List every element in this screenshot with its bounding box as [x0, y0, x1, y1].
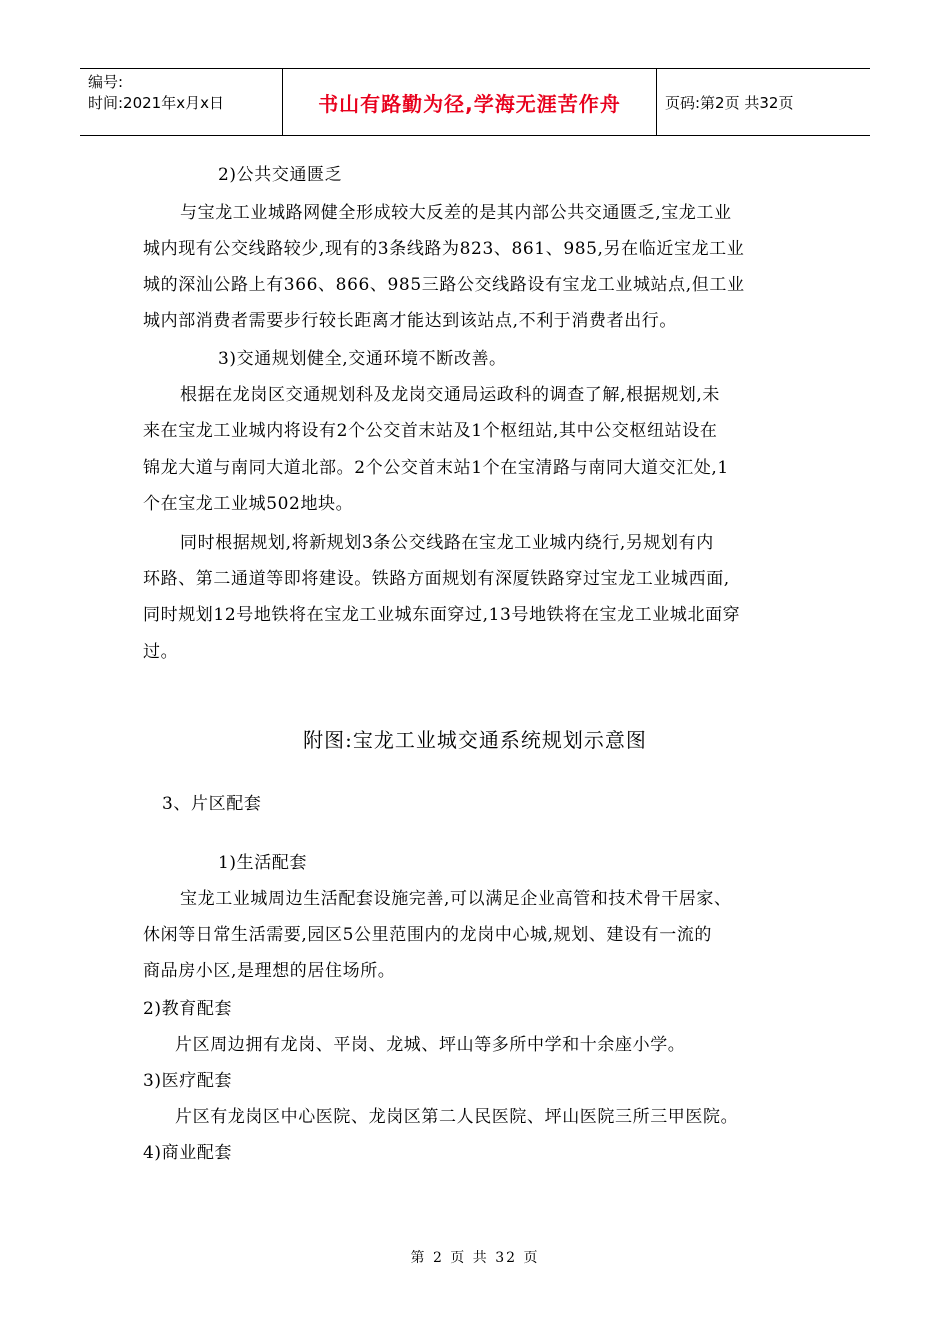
paragraph-line: 宝龙工业城周边生活配套设施完善,可以满足企业高管和技术骨干居家、: [180, 889, 732, 909]
paragraph-line: 片区周边拥有龙岗、平岗、龙城、坪山等多所中学和十余座小学。: [175, 1035, 686, 1055]
paragraph-line: 同时根据规划,将新规划3条公交线路在宝龙工业城内绕行,另规划有内: [180, 533, 714, 553]
paragraph-line: 与宝龙工业城路网健全形成较大反差的是其内部公共交通匮乏,宝龙工业: [180, 203, 732, 223]
subsection-title-medical: 3)医疗配套: [143, 1071, 233, 1091]
paragraph-line: 商品房小区,是理想的居住场所。: [143, 961, 396, 981]
paragraph-line: 根据在龙岗区交通规划科及龙岗交通局运政科的调查了解,根据规划,未: [180, 385, 721, 405]
paragraph-line: 城内部消费者需要步行较长距离才能达到该站点,不利于消费者出行。: [143, 311, 678, 331]
paragraph-line: 过。: [143, 642, 179, 662]
header-meta: [80, 69, 282, 135]
subsection-title-living: 1)生活配套: [218, 853, 308, 873]
paragraph-line: 个在宝龙工业城502地块。: [143, 494, 354, 514]
section-title-public-transport: 2)公共交通匮乏: [218, 165, 343, 185]
paragraph-line: 环路、第二通道等即将建设。铁路方面规划有深厦铁路穿过宝龙工业城西面,: [143, 569, 730, 589]
page-header: [80, 68, 870, 136]
figure-caption: 附图:宝龙工业城交通系统规划示意图: [303, 728, 647, 752]
page-footer: 第 2 页 共 32 页: [410, 1250, 540, 1266]
document-number-label: 编号:: [88, 73, 124, 91]
paragraph-line: 锦龙大道与南同大道北部。2个公交首末站1个在宝清路与南同大道交汇处,1: [143, 458, 729, 478]
header-motto: 书山有路勤为径,学海无涯苦作舟: [282, 69, 657, 135]
paragraph-line: 休闲等日常生活需要,园区5公里范围内的龙岗中心城,规划、建设有一流的: [143, 925, 713, 945]
paragraph-line: 来在宝龙工业城内将设有2个公交首末站及1个枢纽站,其中公交枢纽站设在: [143, 421, 718, 441]
subsection-title-commerce: 4)商业配套: [143, 1143, 233, 1163]
section-title-area-facilities: 3、片区配套: [162, 794, 262, 814]
paragraph-line: 城内现有公交线路较少,现有的3条线路为823、861、985,另在临近宝龙工业: [143, 239, 745, 259]
paragraph-line: 同时规划12号地铁将在宝龙工业城东面穿过,13号地铁将在宝龙工业城北面穿: [143, 605, 741, 625]
document-date-label: 时间:2021年x月x日: [88, 94, 224, 112]
paragraph-line: 城的深汕公路上有366、866、985三路公交线路设有宝龙工业城站点,但工业: [143, 275, 745, 295]
section-title-traffic-planning: 3)交通规划健全,交通环境不断改善。: [218, 349, 507, 369]
header-page-number: 页码:第2页 共32页: [665, 93, 794, 112]
subsection-title-education: 2)教育配套: [143, 999, 233, 1019]
paragraph-line: 片区有龙岗区中心医院、龙岗区第二人民医院、坪山医院三所三甲医院。: [175, 1107, 739, 1127]
